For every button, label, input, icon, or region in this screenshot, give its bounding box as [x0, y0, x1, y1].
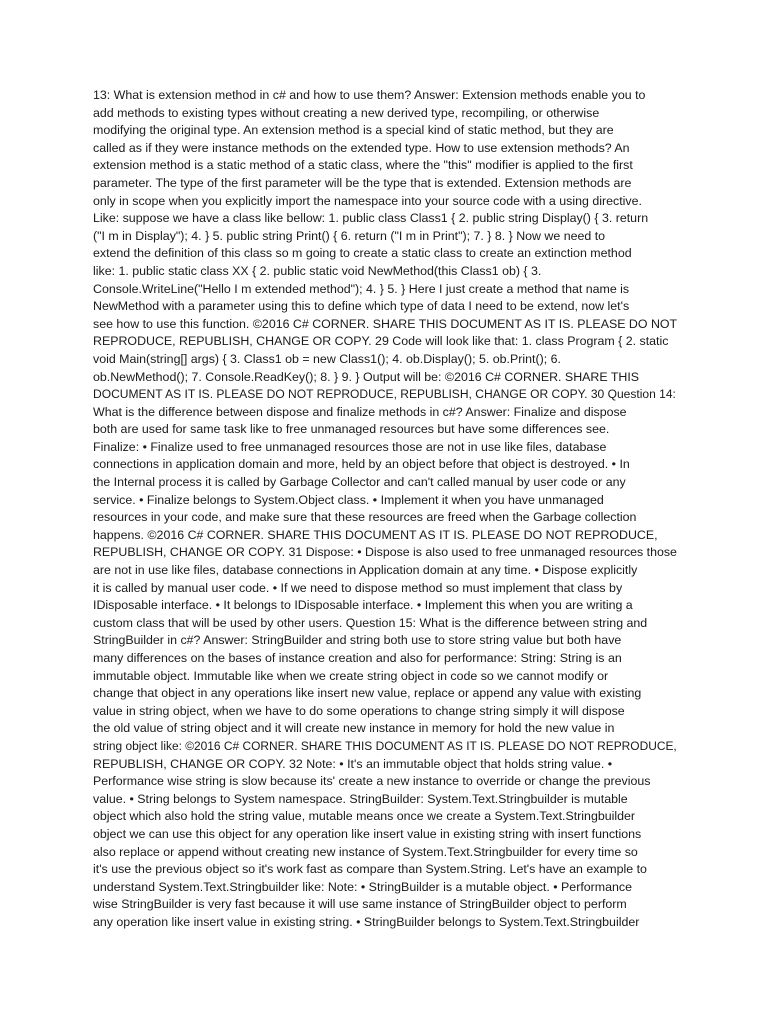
text-line: REPUBLISH, CHANGE OR COPY. 31 Dispose: • Dispose is also used to free unmanaged resources those — [93, 545, 677, 560]
text-line: any operation like insert value in existing string. • StringBuilder belongs to System.Text.Stringbuilder — [93, 914, 640, 929]
text-line: value in string object, when we have to do some operations to change string simply it will dispose — [93, 703, 625, 718]
text-line: extend the definition of this class so m going to create a static class to create an extinction method — [93, 246, 632, 261]
text-line: connections in application domain and more, held by an object before that object is destroyed. • In — [93, 457, 630, 472]
text-line: the Internal process it is called by Garbage Collector and can't called manual by user code or any — [93, 475, 626, 490]
text-line: immutable object. Immutable like when we create string object in code so we cannot modify or — [93, 668, 609, 683]
text-line: NewMethod with a parameter using this to define which type of data I need to be extend, now let's — [93, 299, 630, 314]
text-line: Console.WriteLine("Hello I m extended method"); 4. } 5. } Here I just create a method that name is — [93, 281, 630, 296]
text-line: wise StringBuilder is very fast because it will use same instance of StringBuilder object to perform — [93, 897, 627, 912]
text-line: parameter. The type of the first parameter will be the type that is extended. Extension methods are — [93, 175, 632, 190]
text-line: IDisposable interface. • It belongs to IDisposable interface. • Implement this when you are writing a — [93, 598, 633, 613]
text-line: see how to use this function. ©2016 C# CORNER. SHARE THIS DOCUMENT AS IT IS. PLEASE DO NOT — [93, 316, 678, 331]
text-line: object which also hold the string value, mutable means once we create a System.Text.Stringbuilder — [93, 809, 636, 824]
text-line: What is the difference between dispose and finalize methods in c#? Answer: Finalize and dispose — [93, 404, 627, 419]
text-line: string object like: ©2016 C# CORNER. SHARE THIS DOCUMENT AS IT IS. PLEASE DO NOT REPRODUCE, — [93, 738, 677, 753]
text-line: the old value of string object and it will create new instance in memory for hold the new value in — [93, 721, 615, 736]
text-line: DOCUMENT AS IT IS. PLEASE DO NOT REPRODUCE, REPUBLISH, CHANGE OR COPY. 30 Question 14: — [93, 387, 676, 402]
text-line: REPRODUCE, REPUBLISH, CHANGE OR COPY. 29 Code will look like that: 1. class Program { 2. static — [93, 334, 669, 349]
text-line: resources in your code, and make sure that these resources are freed when the Garbage collection — [93, 510, 637, 525]
text-line: like: 1. public static class XX { 2. public static void NewMethod(this Class1 ob) { 3. — [93, 263, 542, 278]
text-line: it is called by manual user code. • If we need to dispose method so must implement that class by — [93, 580, 623, 595]
text-line: value. • String belongs to System namespace. StringBuilder: System.Text.Stringbuilder is mutable — [93, 791, 628, 806]
text-line: change that object in any operations like insert new value, replace or append any value with existing — [93, 686, 642, 701]
text-line: void Main(string[] args) { 3. Class1 ob = new Class1(); 4. ob.Display(); 5. ob.Print(); 6. — [93, 351, 561, 366]
text-line: many differences on the bases of instance creation and also for performance: String: String is an — [93, 651, 622, 665]
text-line: Like: suppose we have a class like bellow: 1. public class Class1 { 2. public string Display() { 3. return — [93, 211, 649, 226]
text-line: service. • Finalize belongs to System.Object class. • Implement it when you have unmanaged — [93, 492, 604, 507]
text-line: Finalize: • Finalize used to free unmanaged resources those are not in use like files, database — [93, 439, 607, 454]
text-line: happens. ©2016 C# CORNER. SHARE THIS DOCUMENT AS IT IS. PLEASE DO NOT REPRODUCE, — [93, 527, 658, 542]
text-line: only in scope when you explicitly import the namespace into your source code with a using directive. — [93, 193, 642, 208]
text-line: Performance wise string is slow because its' create a new instance to override or change the previous — [93, 774, 651, 789]
text-line: object we can use this object for any operation like insert value in existing string with insert functions — [93, 826, 642, 841]
text-line: add methods to existing types without creating a new derived type, recompiling, or otherwise — [93, 105, 600, 120]
text-line: are not in use like files, database connections in Application domain at any time. • Dispose explicitly — [93, 563, 638, 578]
text-line: it's use the previous object so it's work fast as compare than System.String. Let's have an example to — [93, 862, 647, 877]
text-line: 13: What is extension method in c# and how to use them? Answer: Extension methods enable you to — [93, 88, 646, 102]
body-text — [93, 87, 677, 932]
text-line: ob.NewMethod(); 7. Console.ReadKey(); 8. } 9. } Output will be: ©2016 C# CORNER. SHARE THIS — [93, 369, 640, 384]
text-line: REPUBLISH, CHANGE OR COPY. 32 Note: • It's an immutable object that holds string value. • — [93, 756, 613, 771]
text-line: called as if they were instance methods on the extended type. How to use extension methods? An — [93, 140, 630, 155]
text-line: modifying the original type. An extension method is a special kind of static method, but they are — [93, 123, 614, 138]
text-line: both are used for same task like to free unmanaged resources but have some differences see. — [93, 422, 610, 437]
text-line: StringBuilder in c#? Answer: StringBuilder and string both use to store string value but both have — [93, 633, 622, 648]
text-line: also replace or append without creating new instance of System.Text.Stringbuilder for every time so — [93, 844, 638, 859]
text-line: ("I m in Display"); 4. } 5. public string Print() { 6. return ("I m in Print"); 7. } 8. } Now we need to — [93, 228, 606, 243]
text-line: custom class that will be used by other users. Question 15: What is the difference between string and — [93, 615, 648, 630]
text-line: understand System.Text.Stringbuilder like: Note: • StringBuilder is a mutable object. • Performance — [93, 879, 632, 894]
text-line: extension method is a static method of a static class, where the "this" modifier is applied to the first — [93, 158, 633, 173]
